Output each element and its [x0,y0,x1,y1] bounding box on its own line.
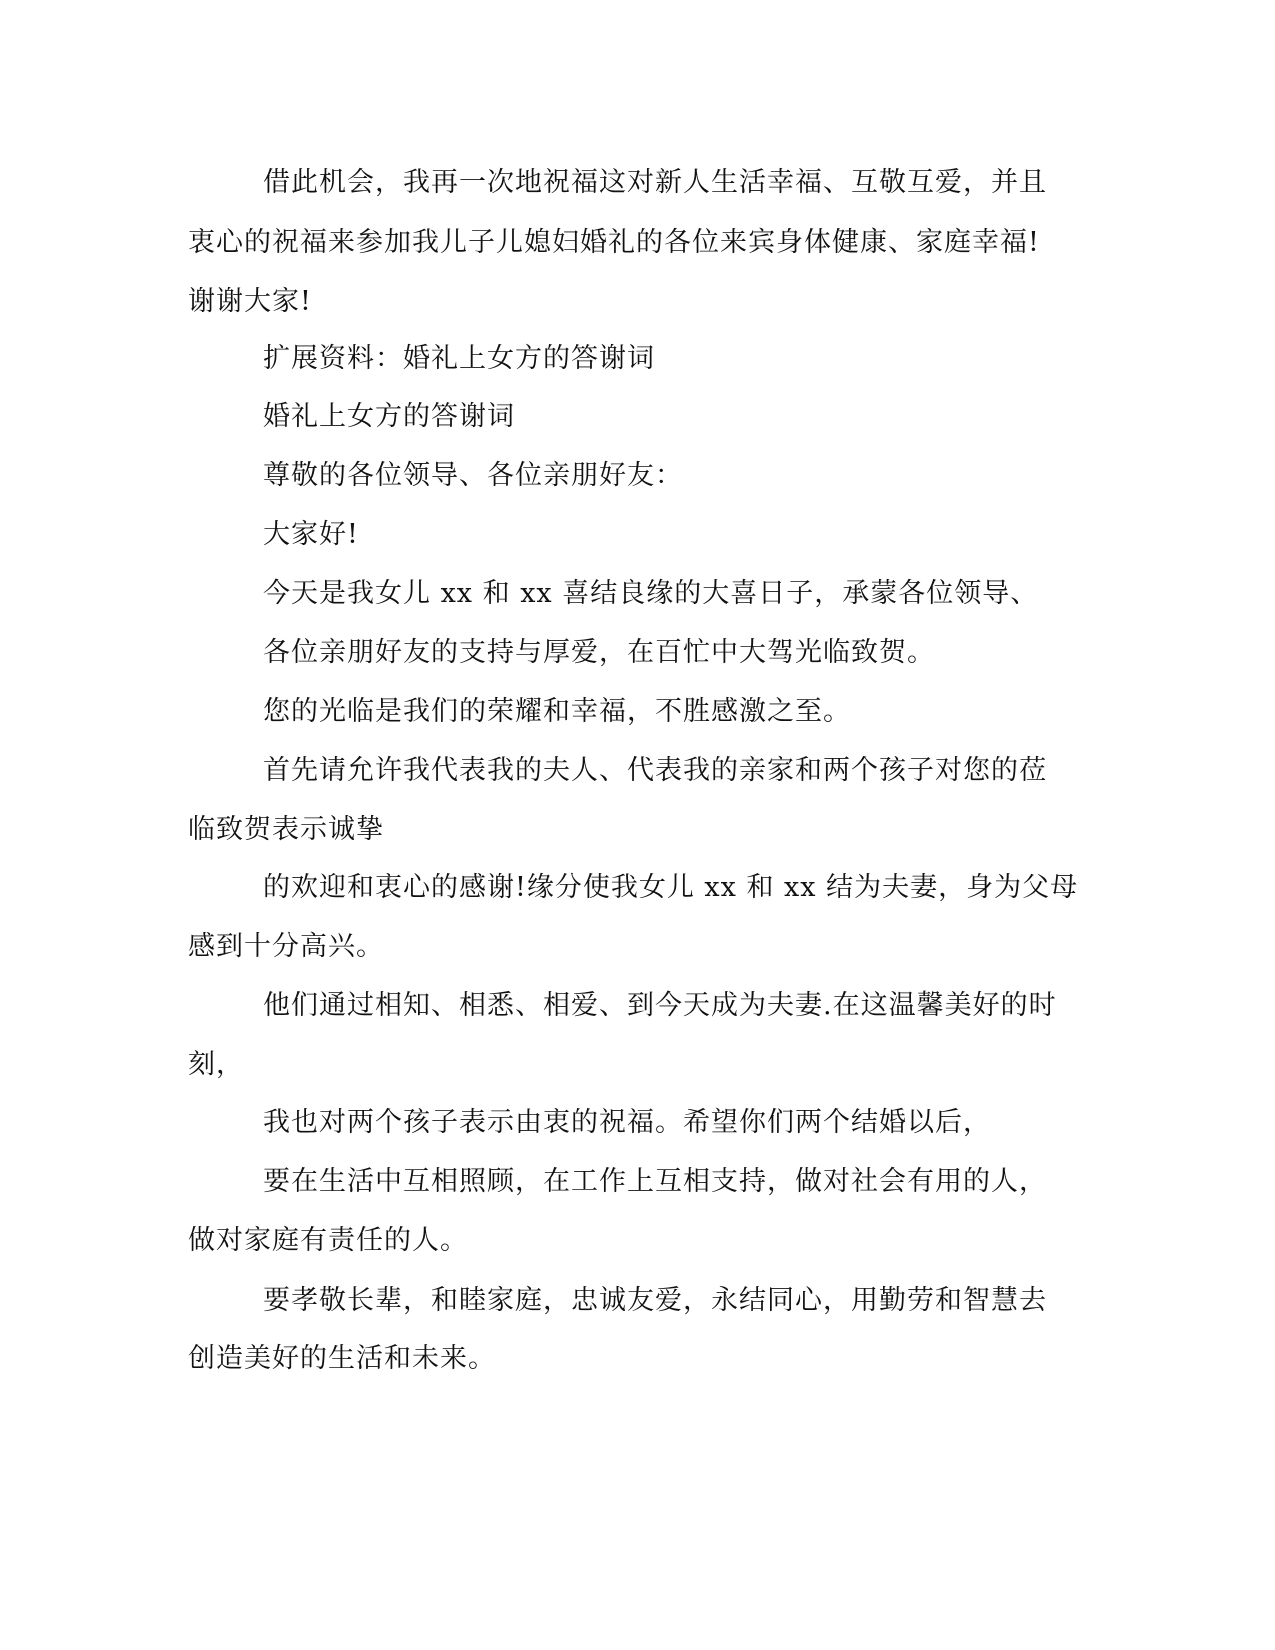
paragraph-line: 做对家庭有责任的人。 [188,1225,468,1256]
paragraph-line: 临致贺表示诚挚 [188,814,384,845]
greeting: 大家好! [263,519,359,550]
paragraph-line: 创造美好的生活和未来。 [188,1343,496,1374]
paragraph-line: 谢谢大家! [188,286,312,317]
speech-title: 婚礼上女方的答谢词 [263,401,515,432]
salutation: 尊敬的各位领导、各位亲朋好友： [263,460,683,491]
paragraph-line: 衷心的祝福来参加我儿子儿媳妇婚礼的各位来宾身体健康、家庭幸福! [188,227,1040,258]
section-heading: 扩展资料：婚礼上女方的答谢词 [263,343,655,374]
paragraph-line: 我也对两个孩子表示由衷的祝福。希望你们两个结婚以后， [263,1107,991,1138]
paragraph-line: 的欢迎和衷心的感谢!缘分使我女儿 xx 和 xx 结为夫妻，身为父母 [263,872,1079,903]
paragraph-line: 他们通过相知、相悉、相爱、到今天成为夫妻.在这温馨美好的时 [263,990,1057,1021]
paragraph-line: 感到十分高兴。 [188,931,384,962]
paragraph-line: 要在生活中互相照顾，在工作上互相支持，做对社会有用的人， [263,1166,1047,1197]
paragraph-line: 各位亲朋好友的支持与厚爱，在百忙中大驾光临致贺。 [263,637,935,668]
paragraph-line: 借此机会，我再一次地祝福这对新人生活幸福、互敬互爱，并且 [263,167,1047,198]
paragraph-line: 首先请允许我代表我的夫人、代表我的亲家和两个孩子对您的莅 [263,755,1047,786]
paragraph-line: 您的光临是我们的荣耀和幸福，不胜感激之至。 [263,696,851,727]
paragraph-line: 刻， [188,1049,244,1080]
paragraph-line: 要孝敬长辈，和睦家庭，忠诚友爱，永结同心，用勤劳和智慧去 [263,1285,1047,1316]
paragraph-line: 今天是我女儿 xx 和 xx 喜结良缘的大喜日子，承蒙各位领导、 [263,578,1039,609]
